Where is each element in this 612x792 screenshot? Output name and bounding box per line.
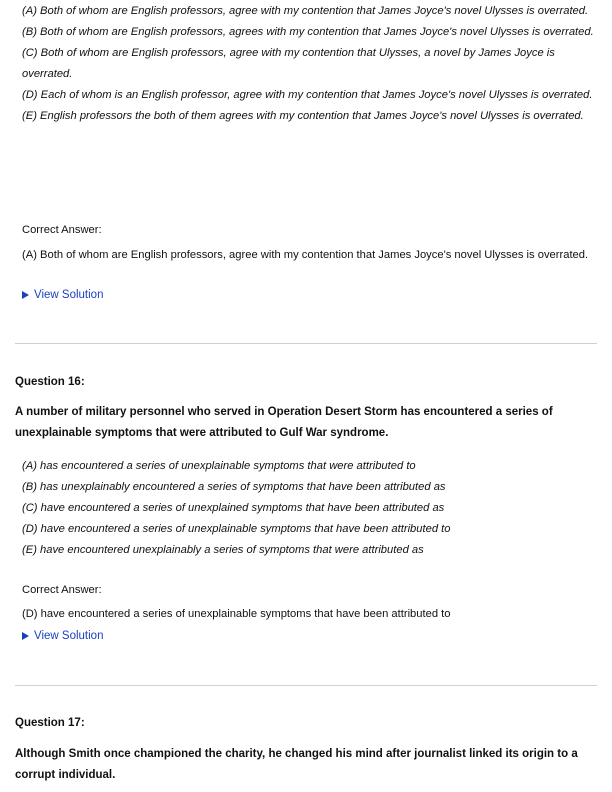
q15-option-e[interactable]: (E) English professors the both of them agrees with my contention that James Joyce's novel Ulysses is overrated.	[22, 110, 584, 122]
q17-question-text: Although Smith once championed the charity, he changed his mind after journalist linked its origin to a corrupt individual.	[15, 748, 578, 781]
q16-option-c[interactable]: (C) have encountered a series of unexplained symptoms that have been attributed as	[22, 502, 445, 514]
q16-option-a[interactable]: (A) has encountered a series of unexplainable symptoms that were attributed to	[22, 460, 416, 472]
q16-option-d[interactable]: (D) have encountered a series of unexplainable symptoms that have been attributed to	[22, 523, 451, 535]
q15-option-b[interactable]: (B) Both of whom are English professors, agrees with my contention that James Joyce's novel Ulysses is overrated.	[22, 26, 594, 38]
q15-options	[22, 1, 602, 127]
q16-heading: Question 16:	[15, 376, 85, 388]
q16-question-text: A number of military personnel who served in Operation Desert Storm has encountered a series of unexplainable symptoms that were attributed to Gulf War syndrome.	[15, 406, 553, 439]
q15-option-c[interactable]: (C) Both of whom are English professors, agree with my contention that Ulysses, a novel by James Joyce is overrated.	[22, 47, 555, 80]
q15-correct-label: Correct Answer:	[22, 224, 102, 236]
expand-triangle-icon	[22, 291, 29, 299]
q15-correct-answer: (A) Both of whom are English professors, agree with my contention that James Joyce's novel Ulysses is overrated.	[22, 249, 589, 261]
q15-view-solution-link[interactable]	[22, 289, 103, 301]
q16-correct-label: Correct Answer:	[22, 584, 102, 596]
divider	[15, 685, 597, 686]
q17-heading: Question 17:	[15, 717, 85, 729]
q16-option-b[interactable]: (B) has unexplainably encountered a series of symptoms that have been attributed as	[22, 481, 446, 493]
q15-option-d[interactable]: (D) Each of whom is an English professor, agree with my contention that James Joyce's novel Ulysses is overrated.	[22, 89, 593, 101]
divider	[15, 343, 597, 344]
q16-view-solution-link[interactable]	[22, 630, 103, 642]
q15-option-a[interactable]: (A) Both of whom are English professors, agree with my contention that James Joyce's novel Ulysses is overrated.	[22, 5, 589, 17]
q16-view-solution-label: View Solution	[34, 630, 104, 642]
q16-option-e[interactable]: (E) have encountered unexplainably a series of symptoms that were attributed as	[22, 544, 424, 556]
expand-triangle-icon	[22, 632, 29, 640]
q15-view-solution-label: View Solution	[34, 289, 104, 301]
q16-correct-answer: (D) have encountered a series of unexplainable symptoms that have been attributed to	[22, 608, 451, 620]
q16-options	[22, 456, 602, 561]
